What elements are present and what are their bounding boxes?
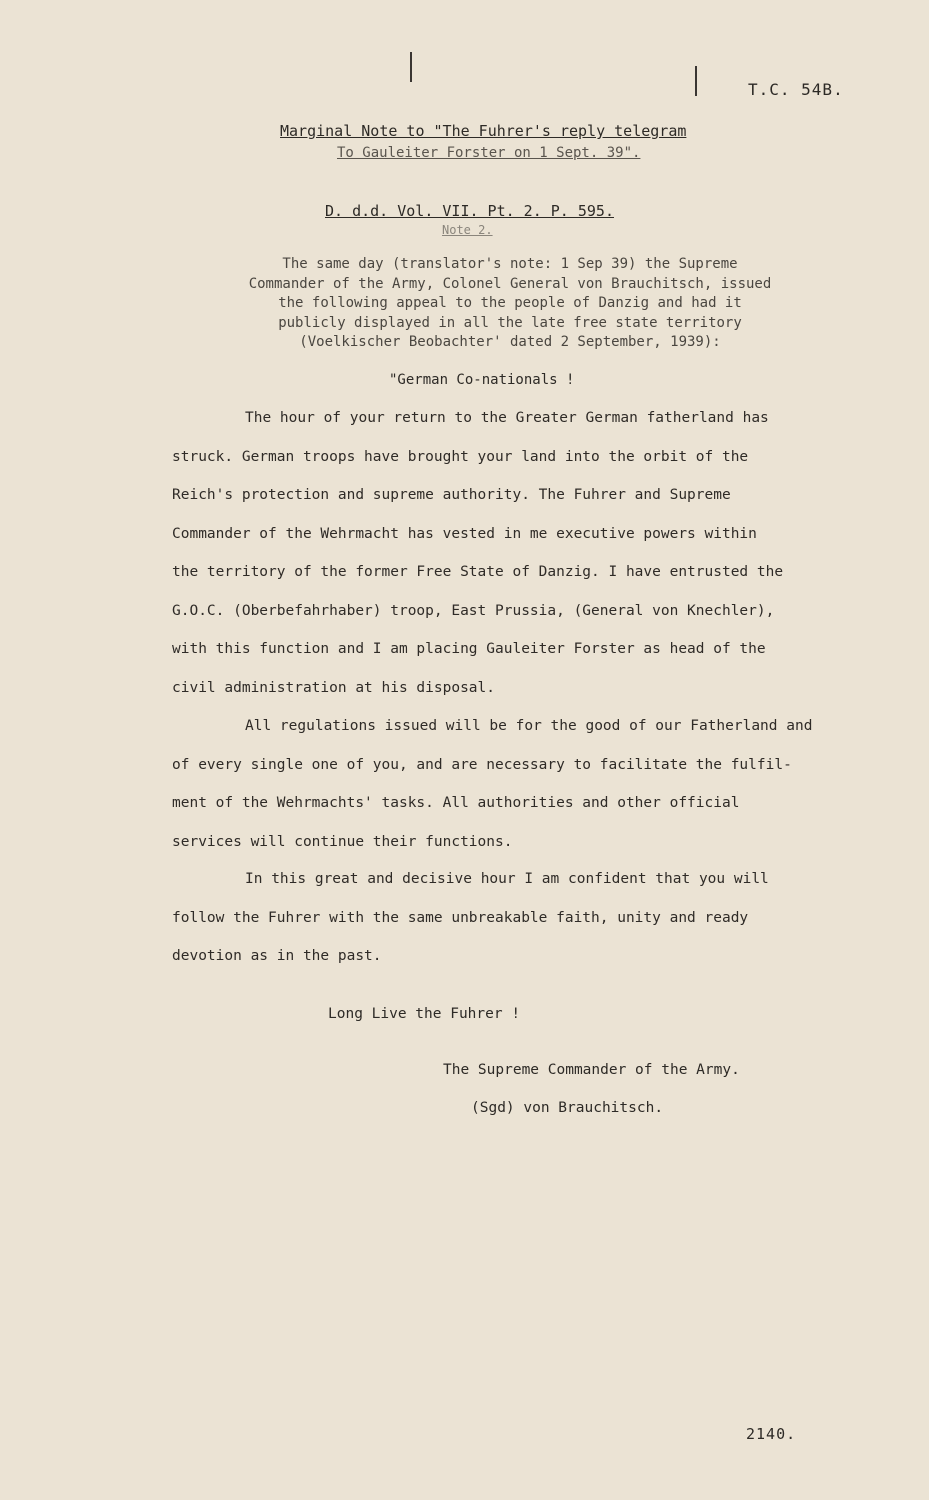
closing-line: Long Live the Fuhrer !: [328, 1006, 521, 1022]
signature-title: The Supreme Commander of the Army.: [443, 1062, 740, 1078]
intro-paragraph: [200, 255, 820, 353]
body-line: The hour of your return to the Greater German fatherland has: [245, 410, 769, 426]
body-line: of every single one of you, and are necessary to facilitate the fulfil-: [172, 756, 792, 773]
page-number: 2140.: [746, 1425, 797, 1443]
body-line: ment of the Wehrmachts' tasks. All authorities and other official: [172, 795, 740, 811]
body-line: Commander of the Wehrmacht has vested in me executive powers within: [172, 525, 757, 542]
body-line: In this great and decisive hour I am confident that you will: [245, 871, 769, 887]
punch-mark-right: [695, 66, 697, 96]
intro-line: The same day (translator's note: 1 Sep 39) the Supreme: [282, 256, 738, 272]
body-line: the territory of the former Free State of Danzig. I have entrusted the: [172, 564, 784, 580]
signature-name: (Sgd) von Brauchitsch.: [471, 1100, 664, 1116]
document-subtitle: To Gauleiter Forster on 1 Sept. 39".: [337, 145, 641, 161]
body-line: follow the Fuhrer with the same unbreakable faith, unity and ready: [172, 909, 749, 926]
body-line: civil administration at his disposal.: [172, 679, 496, 696]
paragraph-2: [172, 718, 862, 872]
note-label: Note 2.: [442, 223, 493, 237]
intro-line: publicly displayed in all the late free state territory: [278, 314, 742, 331]
body-line: struck. German troops have brought your land into the orbit of the: [172, 448, 749, 465]
document-title: Marginal Note to "The Fuhrer's reply telegram: [280, 122, 687, 140]
intro-line: the following appeal to the people of Danzig and had it: [278, 295, 742, 311]
intro-line: (Voelkischer Beobachter' dated 2 September, 1939):: [299, 334, 721, 350]
body-line: services will continue their functions.: [172, 833, 513, 850]
body-line: Reich's protection and supreme authority. The Fuhrer and Supreme: [172, 487, 731, 503]
paragraph-3: [172, 871, 862, 987]
salutation: "German Co-nationals !: [389, 372, 575, 388]
body-line: G.O.C. (Oberbefahrhaber) troop, East Prussia, (General von Knechler),: [172, 602, 775, 619]
body-line: All regulations issued will be for the good of our Fatherland and: [245, 718, 813, 734]
paragraph-1: [172, 410, 862, 718]
punch-mark-left: [410, 52, 412, 82]
body-line: devotion as in the past.: [172, 948, 382, 964]
document-reference: T.C. 54B.: [748, 80, 844, 99]
source-citation: D. d.d. Vol. VII. Pt. 2. P. 595.: [325, 202, 614, 220]
intro-line: Commander of the Army, Colonel General von Brauchitsch, issued: [248, 275, 772, 292]
body-line: with this function and I am placing Gauleiter Forster as head of the: [172, 641, 766, 657]
